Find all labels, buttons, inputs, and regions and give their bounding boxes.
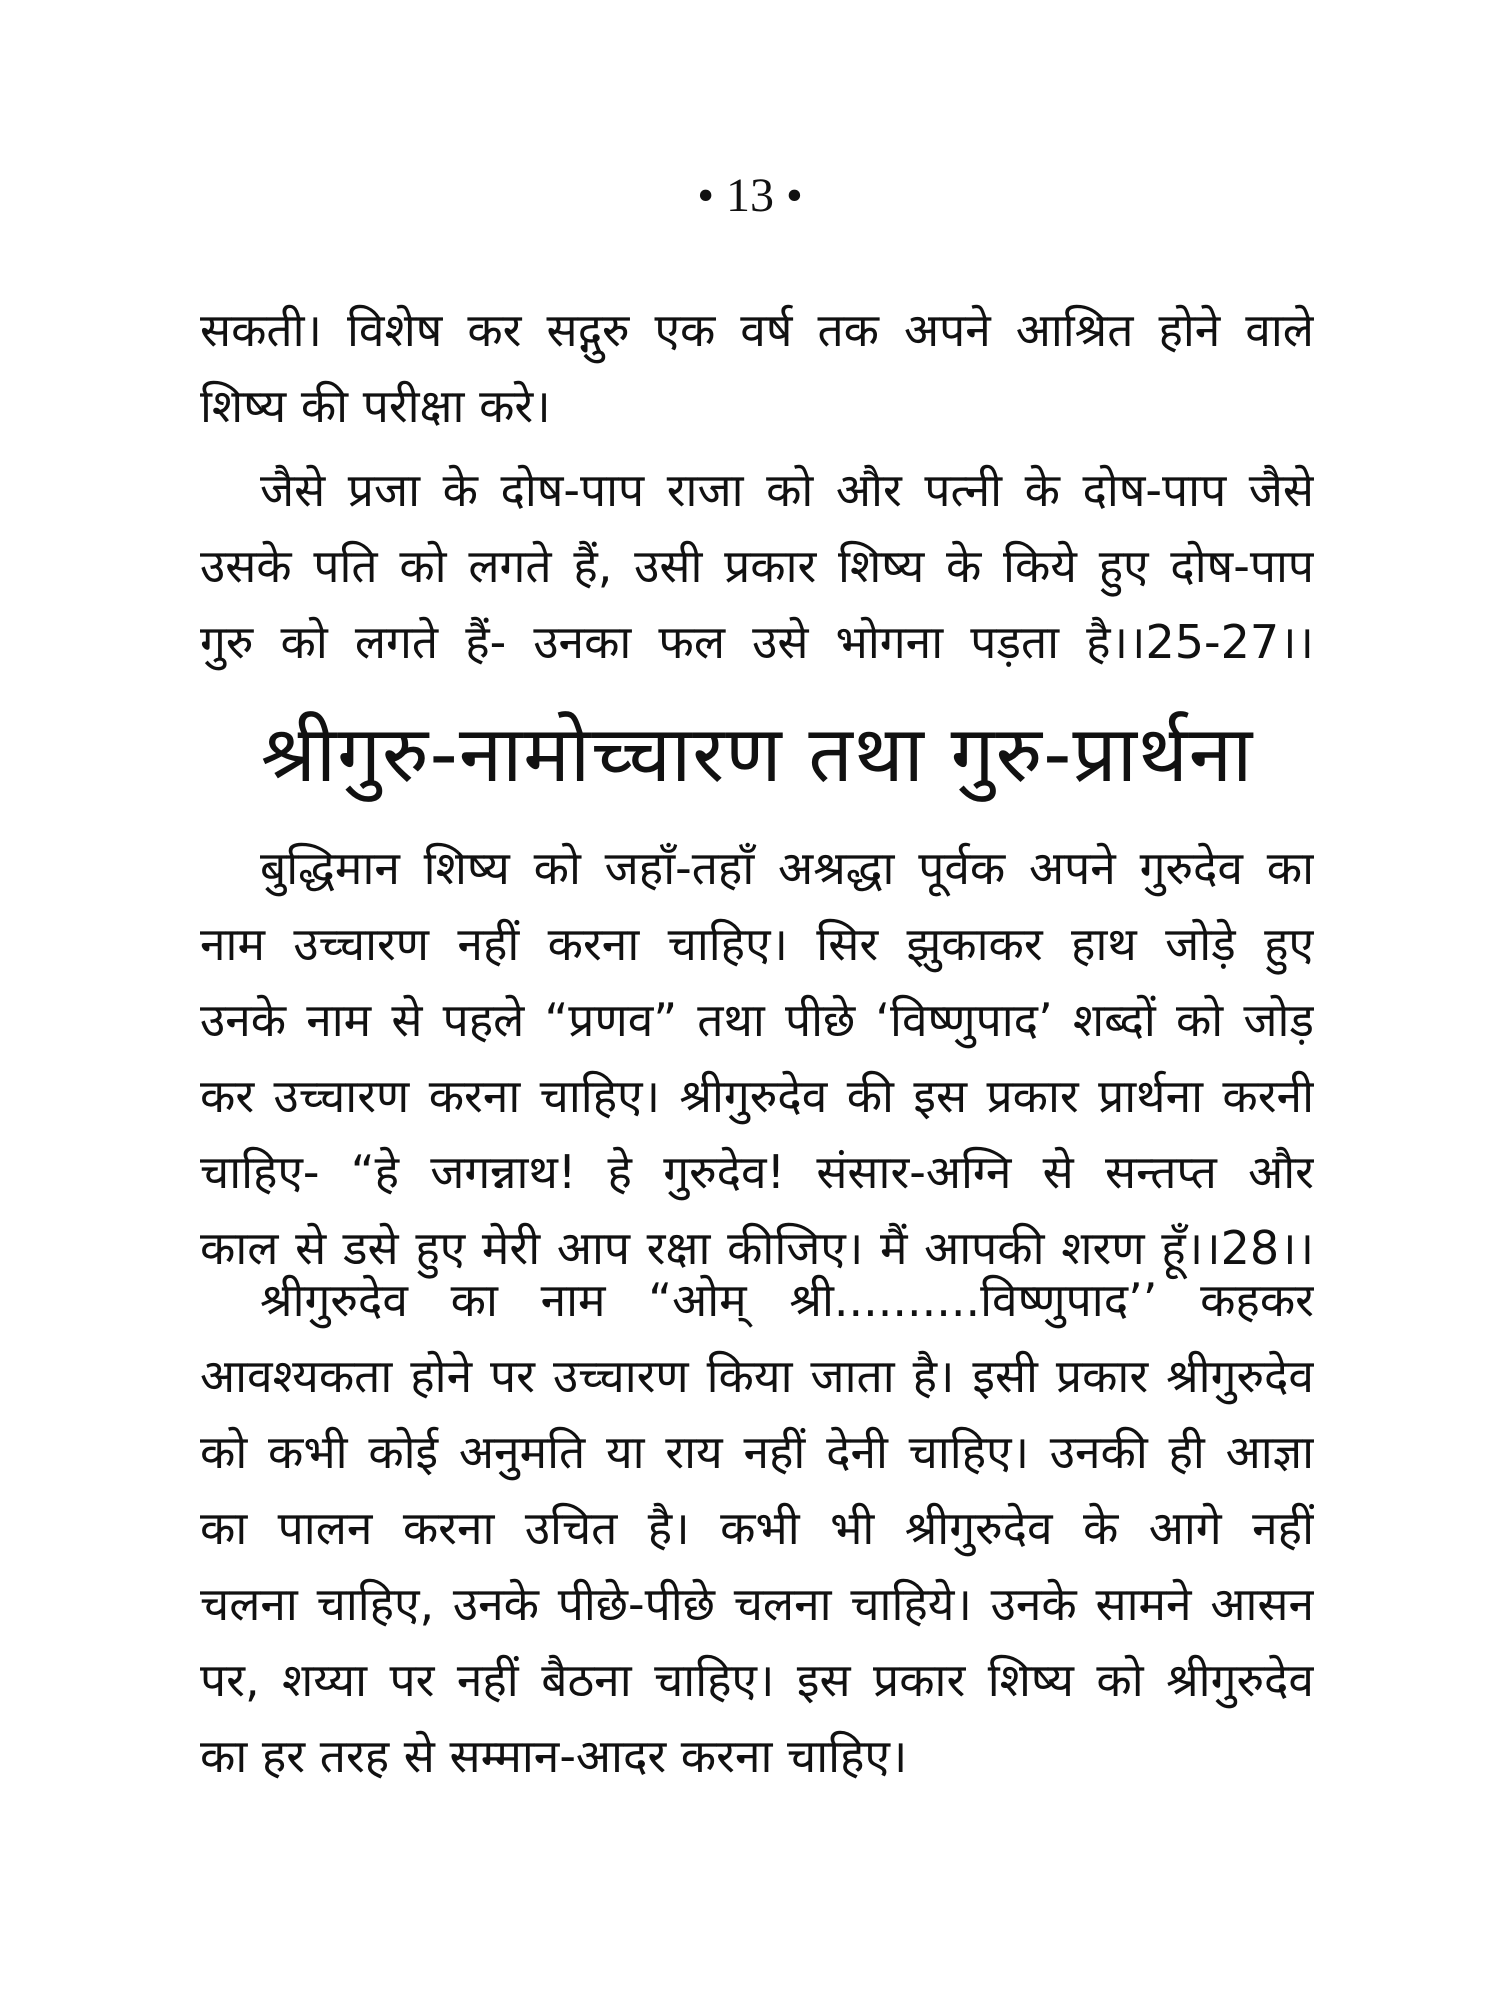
paragraph-line: कर उच्चारण करना चाहिए। श्रीगुरुदेव की इस प्रकार प्रार्थना करनी xyxy=(200,1069,1314,1123)
paragraph-2 xyxy=(200,452,1314,680)
paragraph-3 xyxy=(200,830,1314,1286)
paragraph-line: का पालन करना उचित है। कभी भी श्रीगुरुदेव के आगे नहीं xyxy=(200,1501,1314,1555)
section-heading: श्रीगुरु-नामोच्चारण तथा गुरु-प्रार्थना xyxy=(260,710,1254,800)
paragraph-line: काल से डसे हुए मेरी आप रक्षा कीजिए। मैं आपकी शरण हूँ।।28।। xyxy=(200,1221,1314,1275)
paragraph-line: नाम उच्चारण नहीं करना चाहिए। सिर झुकाकर हाथ जोड़े हुए xyxy=(200,917,1314,971)
paragraph-line: को कभी कोई अनुमति या राय नहीं देनी चाहिए। उनकी ही आज्ञा xyxy=(200,1425,1314,1479)
paragraph-4 xyxy=(200,1262,1314,1794)
paragraph-line: सकती। विशेष कर सद्गुरु एक वर्ष तक अपने आश्रित होने वाले xyxy=(200,303,1314,357)
paragraph-1 xyxy=(200,292,1314,444)
paragraph-line: पर, शय्या पर नहीं बैठना चाहिए। इस प्रकार शिष्य को श्रीगुरुदेव xyxy=(200,1653,1314,1707)
paragraph-line: जैसे प्रजा के दोष-पाप राजा को और पत्नी के दोष-पाप जैसे xyxy=(260,463,1314,517)
paragraph-line: श्रीगुरुदेव का नाम “ओम् श्री..........विष्णुपाद’’ कहकर xyxy=(260,1273,1314,1327)
paragraph-line: शिष्य की परीक्षा करे। xyxy=(200,379,551,433)
paragraph-line: आवश्यकता होने पर उच्चारण किया जाता है। इसी प्रकार श्रीगुरुदेव xyxy=(200,1349,1314,1403)
paragraph-line: उसके पति को लगते हैं, उसी प्रकार शिष्य के किये हुए दोष-पाप xyxy=(200,539,1314,593)
paragraph-line: गुरु को लगते हैं- उनका फल उसे भोगना पड़ता है।।25-27।। xyxy=(200,615,1314,669)
paragraph-line: चाहिए- “हे जगन्नाथ! हे गुरुदेव! संसार-अग्नि से सन्तप्त और xyxy=(200,1145,1314,1199)
paragraph-line: उनके नाम से पहले “प्रणव” तथा पीछे ‘विष्णुपाद’ शब्दों को जोड़ xyxy=(200,993,1314,1047)
paragraph-line: बुद्धिमान शिष्य को जहाँ-तहाँ अश्रद्धा पूर्वक अपने गुरुदेव का xyxy=(260,841,1314,895)
paragraph-line: का हर तरह से सम्मान-आदर करना चाहिए। xyxy=(200,1729,908,1783)
paragraph-line: चलना चाहिए, उनके पीछे-पीछे चलना चाहिये। उनके सामने आसन xyxy=(200,1577,1314,1631)
page-number: • 13 • xyxy=(697,169,803,222)
